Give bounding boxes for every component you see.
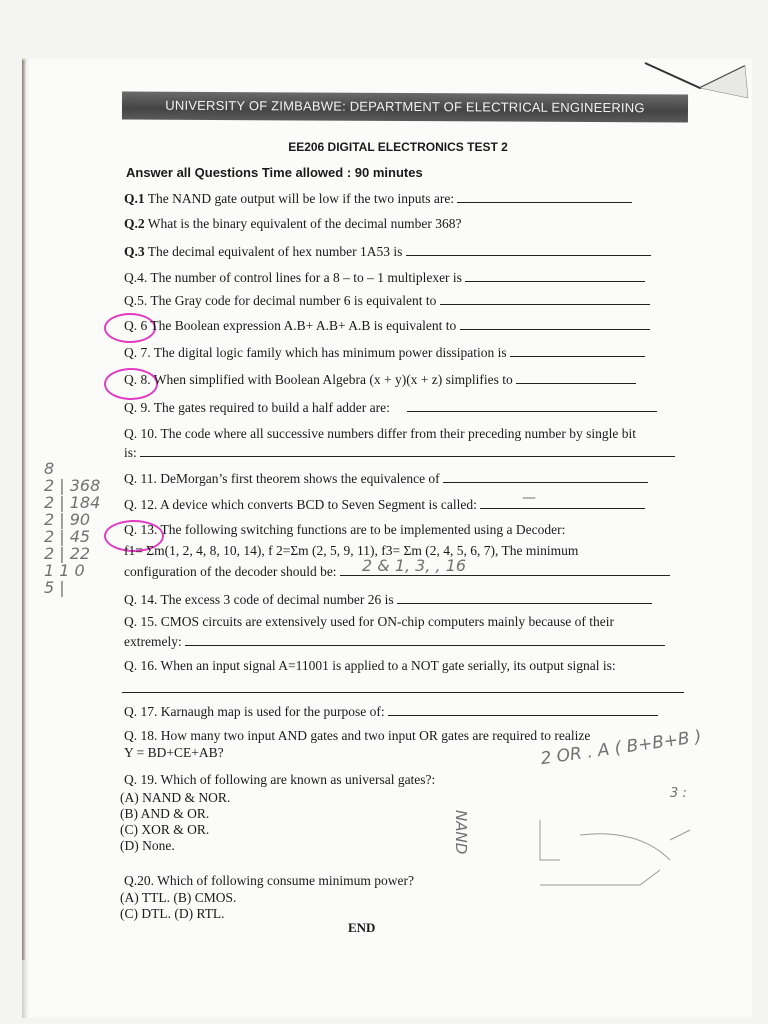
- instructions: Answer all Questions Time allowed : 90 minutes: [126, 165, 423, 180]
- question-4: [124, 269, 645, 286]
- question-text: The gates required to build a half adder are:: [150, 400, 390, 415]
- margin-note-line: 2 | 22: [44, 544, 91, 563]
- handwritten-note-q18: 2 OR . A ( B+B+B ): [539, 726, 703, 770]
- handwritten-answer-q12: —: [522, 490, 536, 506]
- option-b[interactable]: (B) AND & OR.: [120, 806, 210, 821]
- answer-blank[interactable]: [185, 633, 665, 646]
- question-10-line2: [124, 444, 675, 461]
- question-5: [124, 292, 650, 309]
- question-text: Which of following are known as universal gates?:: [157, 772, 436, 787]
- question-number: Q.20.: [124, 873, 154, 888]
- question-13: [124, 522, 565, 538]
- option-c-d[interactable]: (C) DTL. (D) RTL.: [120, 906, 225, 921]
- question-text: extremely:: [124, 634, 182, 649]
- question-text: When an input signal A=11001 is applied to a NOT gate serially, its output signal is:: [157, 658, 616, 673]
- question-18: [124, 728, 590, 744]
- answer-blank-q16[interactable]: [122, 680, 684, 693]
- question-number: Q. 14.: [124, 592, 158, 607]
- question-number: Q.2: [124, 216, 145, 231]
- question-text: DeMorgan’s first theorem shows the equivalence of: [156, 471, 440, 486]
- question-number: Q.1: [124, 191, 145, 206]
- answer-blank[interactable]: [440, 292, 650, 305]
- question-14: [124, 591, 652, 608]
- answer-blank[interactable]: [397, 591, 652, 604]
- question-number: Q. 12.: [124, 497, 158, 512]
- question-number: Q. 18.: [124, 728, 158, 743]
- question-19-options: [120, 790, 230, 854]
- test-title: EE206 DIGITAL ELECTRONICS TEST 2: [288, 140, 508, 154]
- question-6: [124, 317, 650, 334]
- answer-blank[interactable]: [465, 269, 645, 282]
- question-number: Q. 7.: [124, 345, 151, 360]
- answer-blank[interactable]: [510, 344, 645, 357]
- question-text: The number of control lines for a 8 – to – 1 multiplexer is: [147, 270, 462, 285]
- question-text: A device which converts BCD to Seven Segment is called:: [157, 497, 477, 512]
- question-text: The following switching functions are to be implemented using a Decoder:: [157, 522, 566, 537]
- answer-blank[interactable]: [480, 496, 645, 509]
- question-15: [124, 614, 614, 630]
- folded-corner: [640, 58, 750, 98]
- question-number: Q. 17.: [124, 704, 158, 719]
- question-19: [124, 772, 435, 788]
- margin-note-line: 1 1 0: [44, 561, 85, 580]
- option-c[interactable]: (C) XOR & OR.: [120, 822, 210, 837]
- question-text: The decimal equivalent of hex number 1A53 is: [144, 244, 403, 259]
- question-text: is:: [124, 445, 137, 460]
- margin-note-division: [44, 460, 100, 596]
- question-text: Which of following consume minimum power?: [154, 873, 414, 888]
- question-text: configuration of the decoder should be:: [124, 564, 337, 579]
- question-number: Q. 19.: [124, 772, 158, 787]
- answer-blank[interactable]: [443, 470, 648, 483]
- question-1: [124, 190, 632, 207]
- answer-blank[interactable]: [516, 371, 636, 384]
- option-a[interactable]: (A) NAND & NOR.: [120, 790, 231, 805]
- option-d[interactable]: (D) None.: [120, 838, 175, 853]
- question-number: Q. 10.: [124, 426, 158, 441]
- question-17: [124, 703, 658, 720]
- question-text: Karnaugh map is used for the purpose of:: [157, 704, 385, 719]
- question-text: What is the binary equivalent of the decimal number 368?: [144, 216, 462, 231]
- question-number: Q. 13.: [124, 522, 158, 537]
- question-number: Q. 15.: [124, 614, 158, 629]
- question-number: Q. 6: [124, 318, 148, 333]
- question-text: The digital logic family which has minimum power dissipation is: [150, 345, 507, 360]
- question-number: Q.4.: [124, 270, 148, 285]
- answer-blank[interactable]: [388, 703, 658, 716]
- handwritten-side-q19: NAND: [452, 810, 470, 855]
- question-11: [124, 470, 648, 487]
- margin-note-line: 8: [44, 459, 55, 478]
- question-20: [124, 873, 414, 889]
- answer-blank[interactable]: [407, 399, 657, 412]
- question-13-line2: [124, 543, 578, 559]
- answer-blank[interactable]: [406, 243, 651, 256]
- question-text: The Boolean expression A.B+ A.B+ A.B is equivalent to: [147, 318, 457, 333]
- margin-note-line: 2 | 184: [44, 493, 101, 512]
- question-number: Q. 9.: [124, 400, 151, 415]
- question-text: f1= Σm(1, 2, 4, 8, 10, 14), f 2=Σm (2, 5, 9, 11), f3= Σm (2, 4, 5, 6, 7), The minimum: [124, 543, 579, 558]
- question-18-line2: [124, 745, 224, 761]
- answer-blank[interactable]: [457, 190, 632, 203]
- margin-note-line: 2 | 45: [44, 527, 91, 546]
- question-text: The Gray code for decimal number 6 is equivalent to: [147, 293, 437, 308]
- question-text: When simplified with Boolean Algebra (x + y)(x + z) simplifies to: [150, 372, 513, 387]
- margin-note-line: 2 | 368: [44, 476, 101, 495]
- paper-edge: [22, 60, 26, 960]
- answer-blank[interactable]: [460, 317, 650, 330]
- question-text: The NAND gate output will be low if the two inputs are:: [144, 191, 455, 206]
- question-9: [124, 399, 657, 416]
- question-7: [124, 344, 645, 361]
- handwritten-note-q18-b: 3 :: [670, 786, 687, 801]
- question-3: [124, 243, 651, 260]
- university-header: UNIVERSITY OF ZIMBABWE: DEPARTMENT OF ELECTRICAL ENGINEERING: [122, 92, 688, 123]
- question-text: The excess 3 code of decimal number 26 is: [157, 592, 394, 607]
- question-number: Q.3: [124, 244, 145, 259]
- question-text: Y = BD+CE+AB?: [124, 745, 224, 760]
- question-8: [124, 371, 636, 388]
- handwritten-answer-q13: 2 & 1, 3, , 16: [362, 556, 467, 575]
- end-label: END: [348, 920, 376, 935]
- answer-blank[interactable]: [140, 444, 675, 457]
- option-a-b[interactable]: (A) TTL. (B) CMOS.: [120, 890, 237, 905]
- question-15-line2: [124, 633, 665, 650]
- margin-note-line: 5 |: [44, 578, 65, 597]
- question-text: CMOS circuits are extensively used for ON-chip computers mainly because of their: [157, 614, 614, 629]
- question-20-options: [120, 890, 236, 922]
- question-text: How many two input AND gates and two input OR gates are required to realize: [157, 728, 591, 743]
- question-number: Q. 8.: [124, 372, 151, 387]
- pencil-sketch: [520, 800, 720, 910]
- question-12: [124, 496, 645, 513]
- question-number: Q.5.: [124, 293, 148, 308]
- question-16: [124, 658, 616, 674]
- question-number: Q. 16.: [124, 658, 158, 673]
- margin-note-line: 2 | 90: [44, 510, 91, 529]
- question-10: [124, 426, 636, 442]
- question-number: Q. 11.: [124, 471, 157, 486]
- question-text: The code where all successive numbers differ from their preceding number by single bit: [157, 426, 636, 441]
- question-2: [124, 216, 462, 232]
